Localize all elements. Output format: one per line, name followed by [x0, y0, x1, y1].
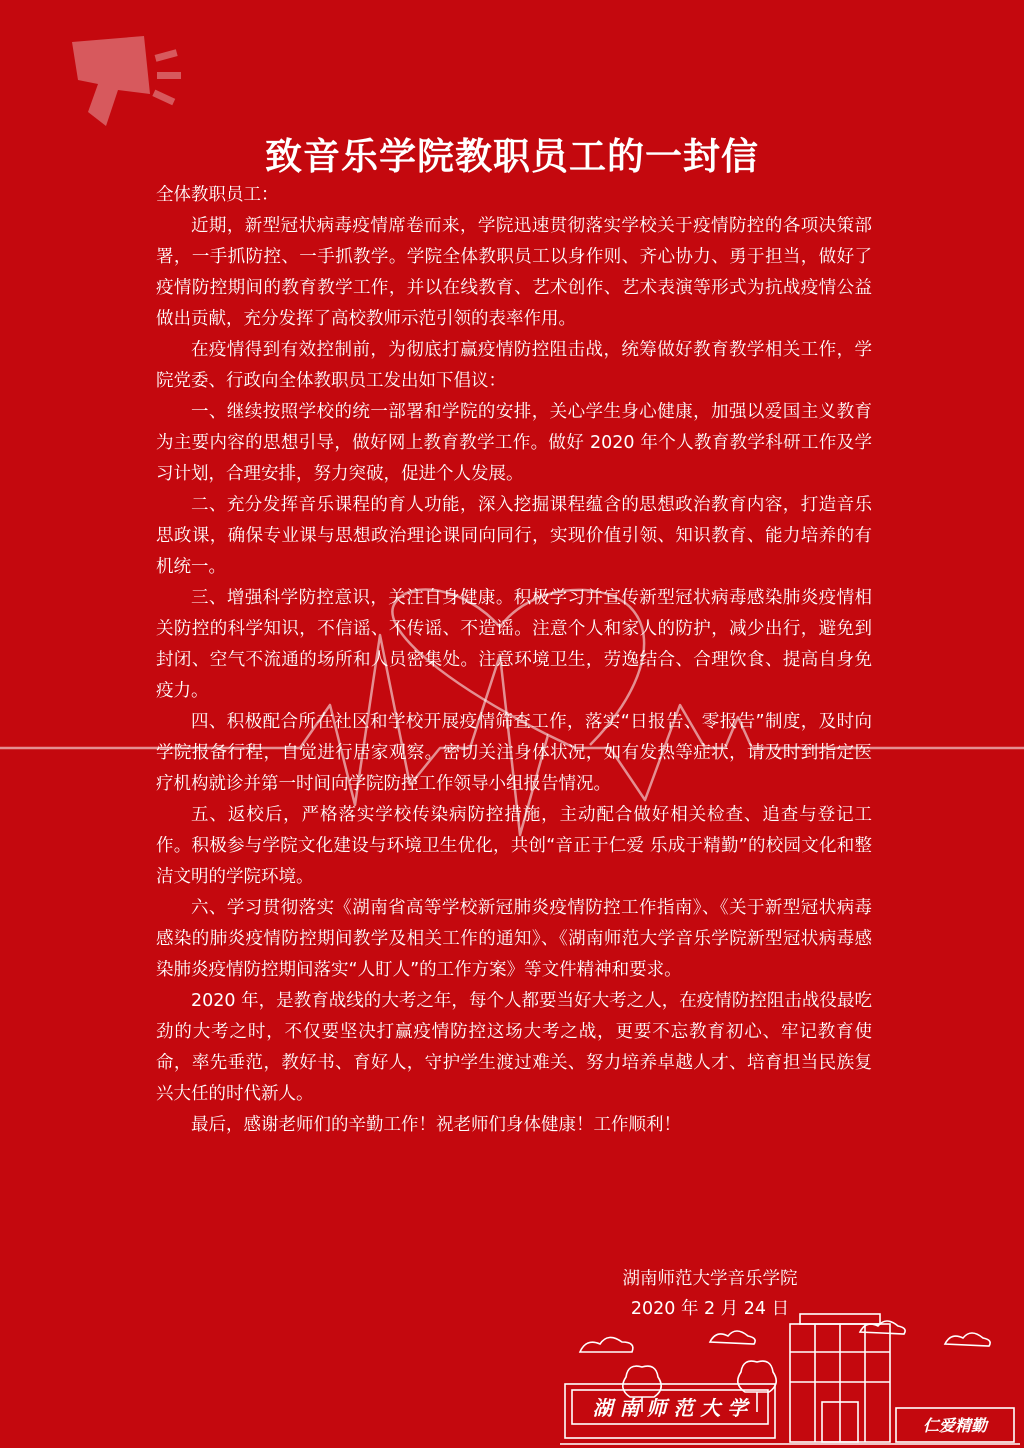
letter-paragraph: 六、学习贯彻落实《湖南省高等学校新冠肺炎疫情防控工作指南》、《关于新型冠状病毒感染的肺炎疫情防控期间教学及相关工作的通知》、《湖南师范大学音乐学院新型冠状病毒感染肺炎疫情防控期间落实“人盯人”的工作方案》等文件精神和要求。: [156, 898, 872, 980]
letter-paragraph: 二、充分发挥音乐课程的育人功能，深入挖掘课程蕴含的思想政治教育内容，打造音乐思政课，确保专业课与思想政治理论课同向同行，实现价值引领、知识教育、能力培养的有机统一。: [156, 495, 872, 577]
campus-motto-text: 仁爱精勤: [922, 1416, 988, 1435]
letter-paragraph: 最后，感谢老师们的辛勤工作！祝老师们身体健康！工作顺利！: [191, 1115, 681, 1135]
letter-paragraph: 一、继续按照学校的统一部署和学院的安排，关心学生身心健康，加强以爱国主义教育为主要内容的思想引导，做好网上教育教学工作。做好 2020 年个人教育教学科研工作及学习计划，合理安排，努力突破，促进个人发展。: [156, 402, 872, 484]
letter-paragraph: 三、增强科学防控意识，关注自身健康。积极学习并宣传新型冠状病毒感染肺炎疫情相关防控的科学知识，不信谣、不传谣、不造谣。注意个人和家人的防护，减少出行，避免到封闭、空气不流通的场所和人员密集处。注意环境卫生，劳逸结合、合理饮食、提高自身免疫力。: [156, 588, 872, 701]
letter-paragraph: 在疫情得到有效控制前，为彻底打赢疫情防控阻击战，统筹做好教育教学相关工作，学院党委、行政向全体教职员工发出如下倡议：: [156, 340, 872, 391]
signature-organization: 湖南师范大学音乐学院: [622, 1269, 798, 1289]
signature-date: 2020 年 2 月 24 日: [630, 1299, 790, 1319]
letter-body: [156, 180, 872, 1141]
letter-paragraph: 五、返校后，严格落实学校传染病防控措施，主动配合做好相关检查、追查与登记工作。积极参与学院文化建设与环境卫生优化，共创“音正于仁爱 乐成于精勤”的校园文化和整洁文明的学院环境。: [156, 805, 872, 887]
letter-title: 致音乐学院教职员工的一封信: [265, 135, 759, 178]
letter-paragraph: 2020 年，是教育战线的大考之年，每个人都要当好大考之人，在疫情防控阻击战役最吃劲的大考之时，不仅要坚决打赢疫情防控这场大考之战，更要不忘教育初心、牢记教育使命，率先垂范，教好书、育好人，守护学生渡过难关、努力培养卓越人才、培育担当民族复兴大任的时代新人。: [156, 991, 872, 1104]
campus-sign-text: 湖 南 师 范 大 学: [592, 1396, 748, 1420]
letter-paragraph: 四、积极配合所在社区和学校开展疫情筛查工作，落实“日报告、零报告”制度，及时向学院报备行程，自觉进行居家观察。密切关注身体状况，如有发热等症状，请及时到指定医疗机构就诊并第一时间向学院防控工作领导小组报告情况。: [156, 712, 872, 794]
megaphone-icon: [58, 30, 188, 140]
letter-salutation: 全体教职员工：: [156, 185, 279, 205]
letter-paragraph: 近期，新型冠状病毒疫情席卷而来，学院迅速贯彻落实学校关于疫情防控的各项决策部署，一手抓防控、一手抓教学。学院全体教职员工以身作则、齐心协力、勇于担当，做好了疫情防控期间的教育教学工作，并以在线教育、艺术创作、艺术表演等形式为抗战疫情公益做出贡献，充分发挥了高校教师示范引领的表率作用。: [156, 216, 872, 329]
university-gate-illustration: [560, 1312, 1020, 1448]
